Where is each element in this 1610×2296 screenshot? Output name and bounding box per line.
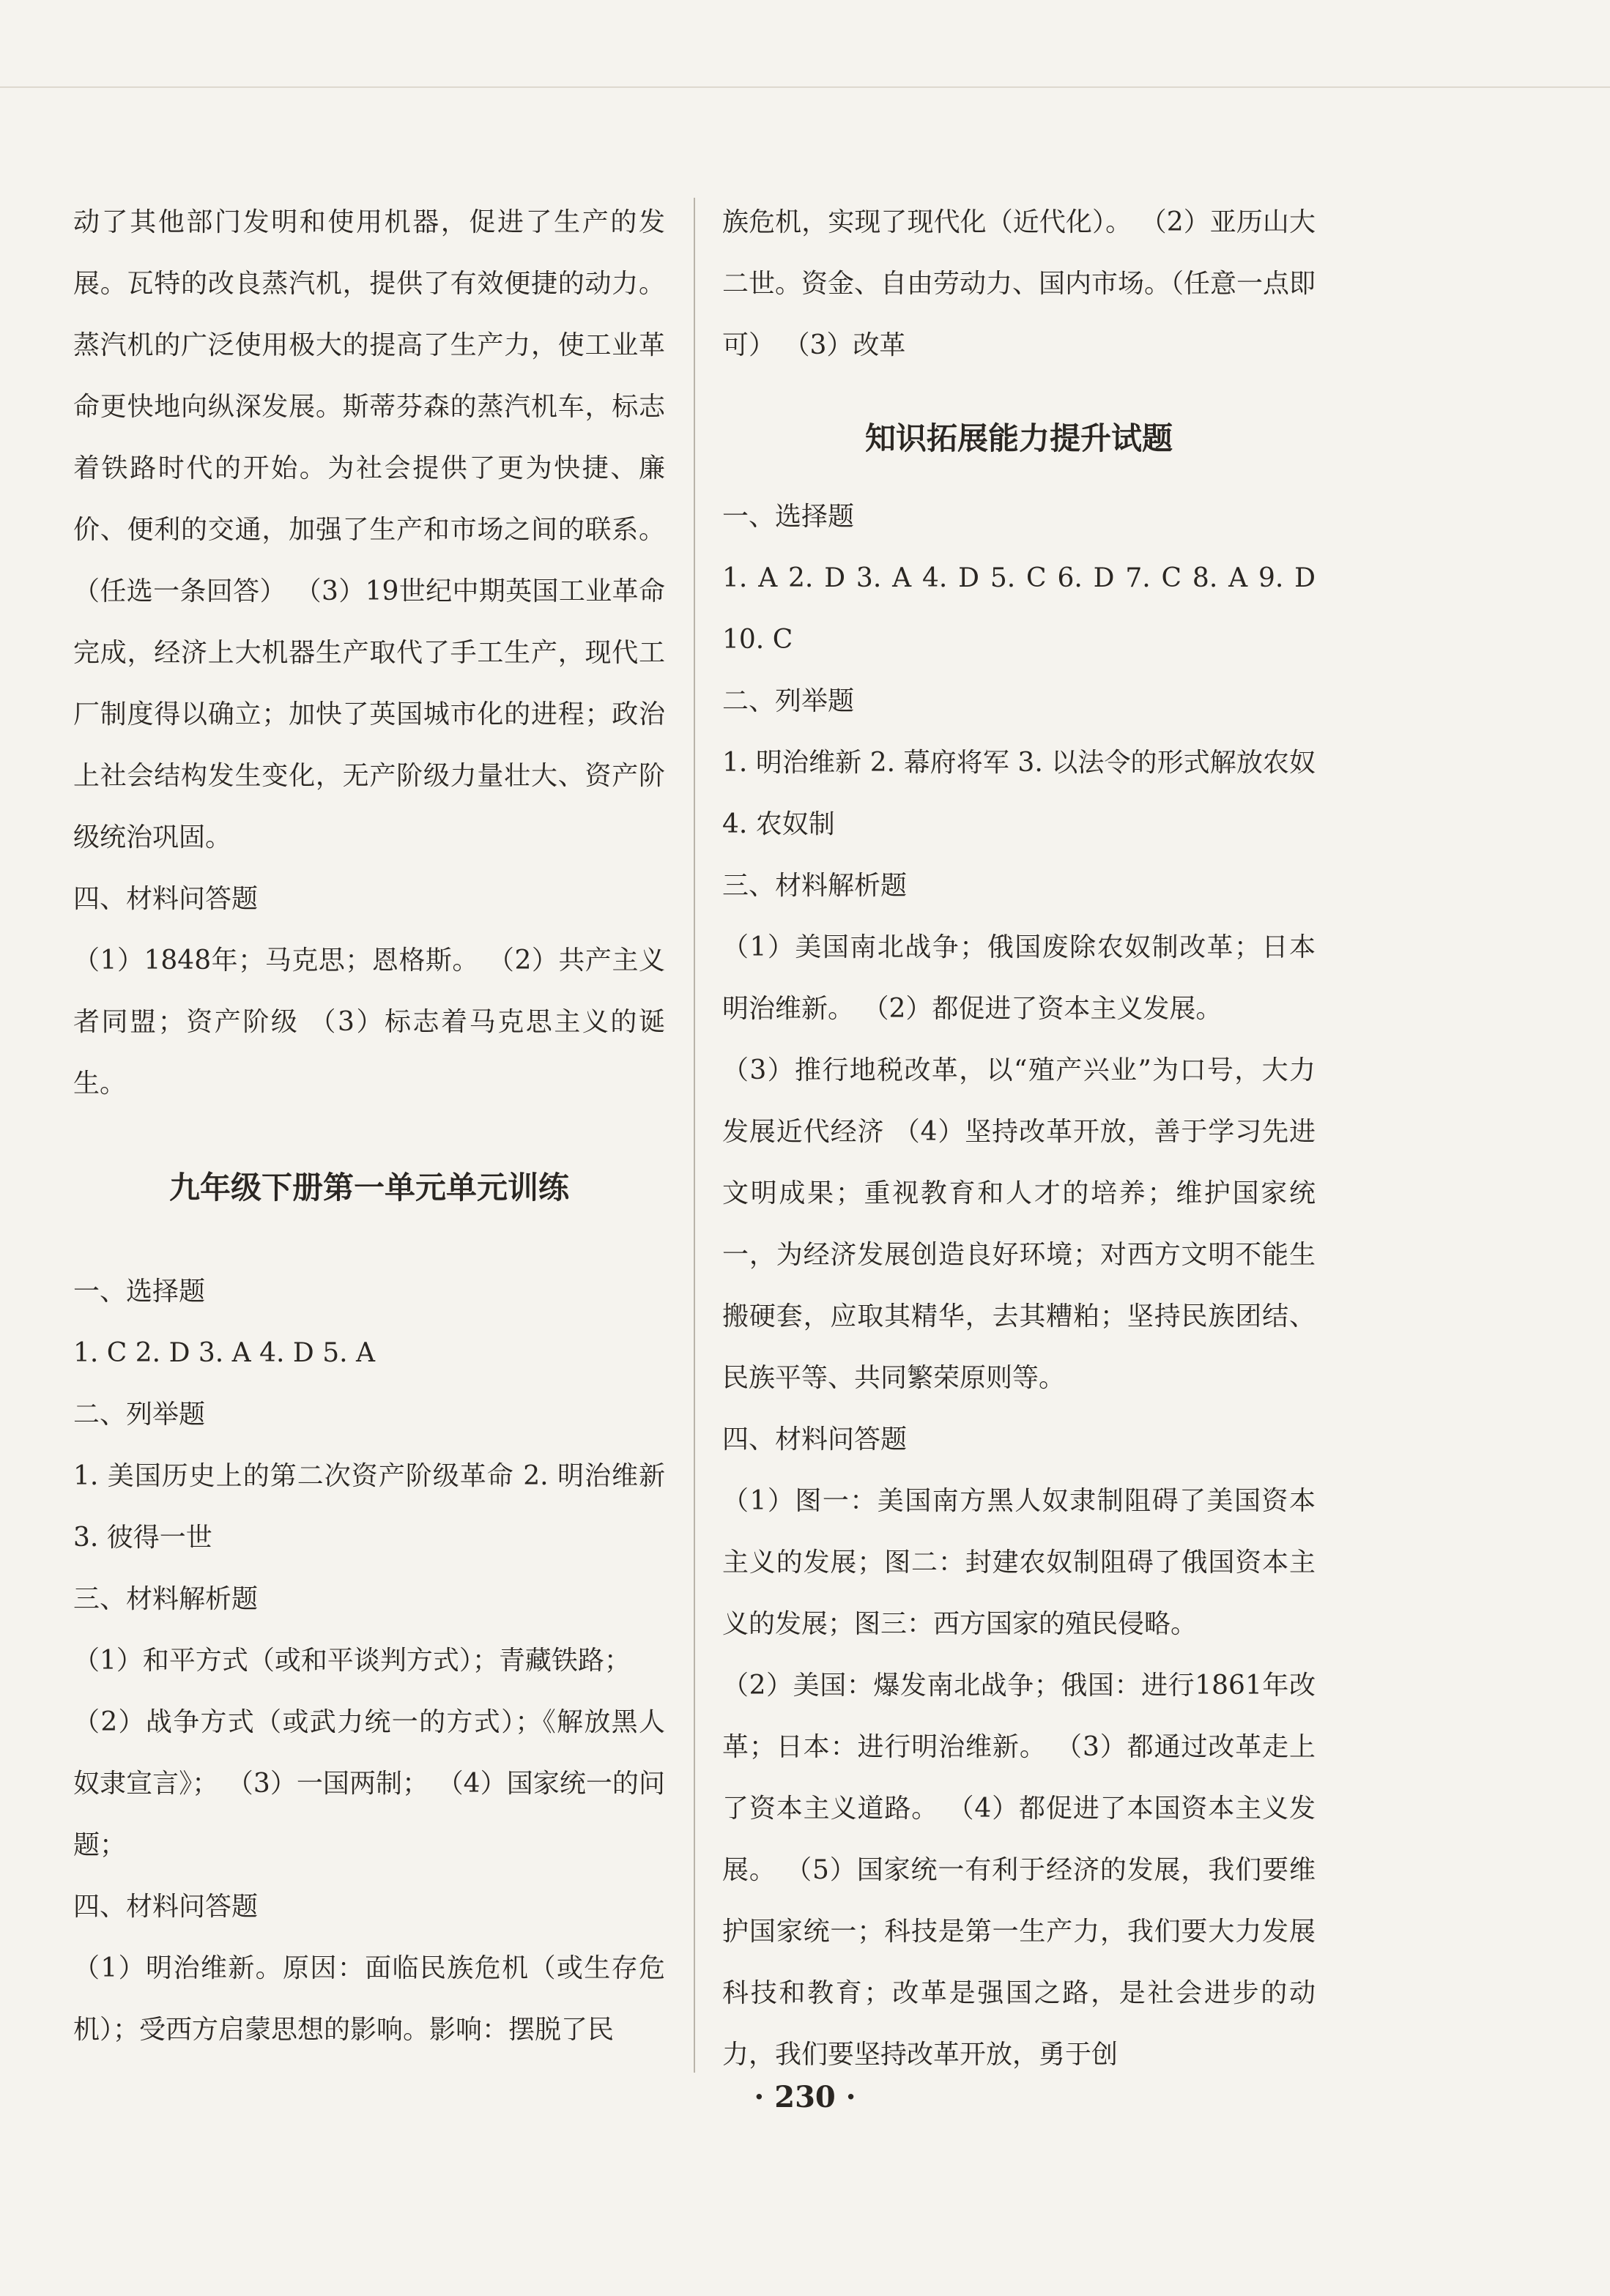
section-heading: 三、材料解析题 — [73, 1584, 259, 1614]
section-heading: 四、材料问答题 — [722, 1424, 908, 1454]
answer-text: 1. 美国历史上的第二次资产阶级革命 2. 明治维新 3. 彼得一世 — [73, 1461, 665, 1553]
continued-paragraph: 族危机，实现了现代化（近代化）。 （2）亚历山大二世。资金、自由劳动力、国内市场。（任意一点即可） （3）改革 — [722, 207, 1316, 360]
answer-text: （3）推行地税改革，以“殖产兴业”为口号，大力发展近代经济 （4）坚持改革开放，善于学习先进文明成果；重视教育和人才的培养；维护国家统一，为经济发展创造良好环境；对西方文明不能生搬硬套，应取其精华，去其糟粕；坚持民族团结、民族平等、共同繁荣原则等。 — [722, 1055, 1316, 1393]
page-number: · 230 · — [754, 2080, 856, 2114]
unit-title: 九年级下册第一单元单元训练 — [168, 1170, 569, 1205]
answer-text: （2）战争方式（或武力统一的方式）；《解放黑人奴隶宣言》； （3）一国两制； （4）国家统一的问题； — [73, 1707, 665, 1860]
answer-text: 1. A 2. D 3. A 4. D 5. C 6. D 7. C 8. A 9. D 10. C — [722, 563, 1316, 655]
answer-text: （1）和平方式（或和平谈判方式）；青藏铁路； — [73, 1646, 631, 1676]
section-heading: 二、列举题 — [722, 686, 855, 716]
answer-text: 1. C 2. D 3. A 4. D 5. A — [73, 1338, 375, 1368]
answer-text: （1）美国南北战争；俄国废除农奴制改革；日本明治维新。 （2）都促进了资本主义发展。 — [722, 932, 1316, 1024]
section-heading: 四、材料问答题 — [73, 884, 259, 914]
left-column — [73, 192, 665, 2061]
right-column — [722, 192, 1316, 2086]
section-title: 知识拓展能力提升试题 — [864, 420, 1173, 456]
top-rule — [0, 86, 1610, 88]
answer-text: （1）明治维新。原因：面临民族危机（或生存危机）；受西方启蒙思想的影响。影响：摆脱了民 — [73, 1953, 665, 2045]
column-divider — [694, 198, 695, 2073]
answer-text: （2）美国：爆发南北战争；俄国：进行1861年改革；日本：进行明治维新。 （3）都通过改革走上了资本主义道路。 （4）都促进了本国资本主义发展。 （5）国家统一有利于经济的发展，我们要维护国家统一；科技是第一生产力，我们要大力发展科技和教育；改革是强国之路，是社会进步的动力，我们要坚持改革开放，勇于创 — [722, 1671, 1316, 2070]
section-heading: 四、材料问答题 — [73, 1892, 259, 1922]
continued-paragraph: 动了其他部门发明和使用机器，促进了生产的发展。瓦特的改良蒸汽机，提供了有效便捷的动力。蒸汽机的广泛使用极大的提高了生产力，使工业革命更快地向纵深发展。斯蒂芬森的蒸汽机车，标志着铁路时代的开始。为社会提供了更为快捷、廉价、便利的交通，加强了生产和市场之间的联系。（任选一条回答） （3）19世纪中期英国工业革命完成，经济上大机器生产取代了手工生产，现代工厂制度得以确立；加快了英国城市化的进程；政治上社会结构发生变化，无产阶级力量壮大、资产阶级统治巩固。 — [73, 207, 665, 852]
answer-text: （1）图一：美国南方黑人奴隶制阻碍了美国资本主义的发展；图二：封建农奴制阻碍了俄国资本主义的发展；图三：西方国家的殖民侵略。 — [722, 1486, 1316, 1639]
section-heading: 一、选择题 — [722, 502, 855, 532]
answer-text: （1）1848年；马克思；恩格斯。 （2）共产主义者同盟；资产阶级 （3）标志着马克思主义的诞生。 — [73, 945, 665, 1099]
section-heading: 三、材料解析题 — [722, 871, 908, 901]
section-heading: 一、选择题 — [73, 1277, 206, 1307]
answer-text: 1. 明治维新 2. 幕府将军 3. 以法令的形式解放农奴 4. 农奴制 — [722, 748, 1316, 839]
section-heading: 二、列举题 — [73, 1400, 206, 1430]
